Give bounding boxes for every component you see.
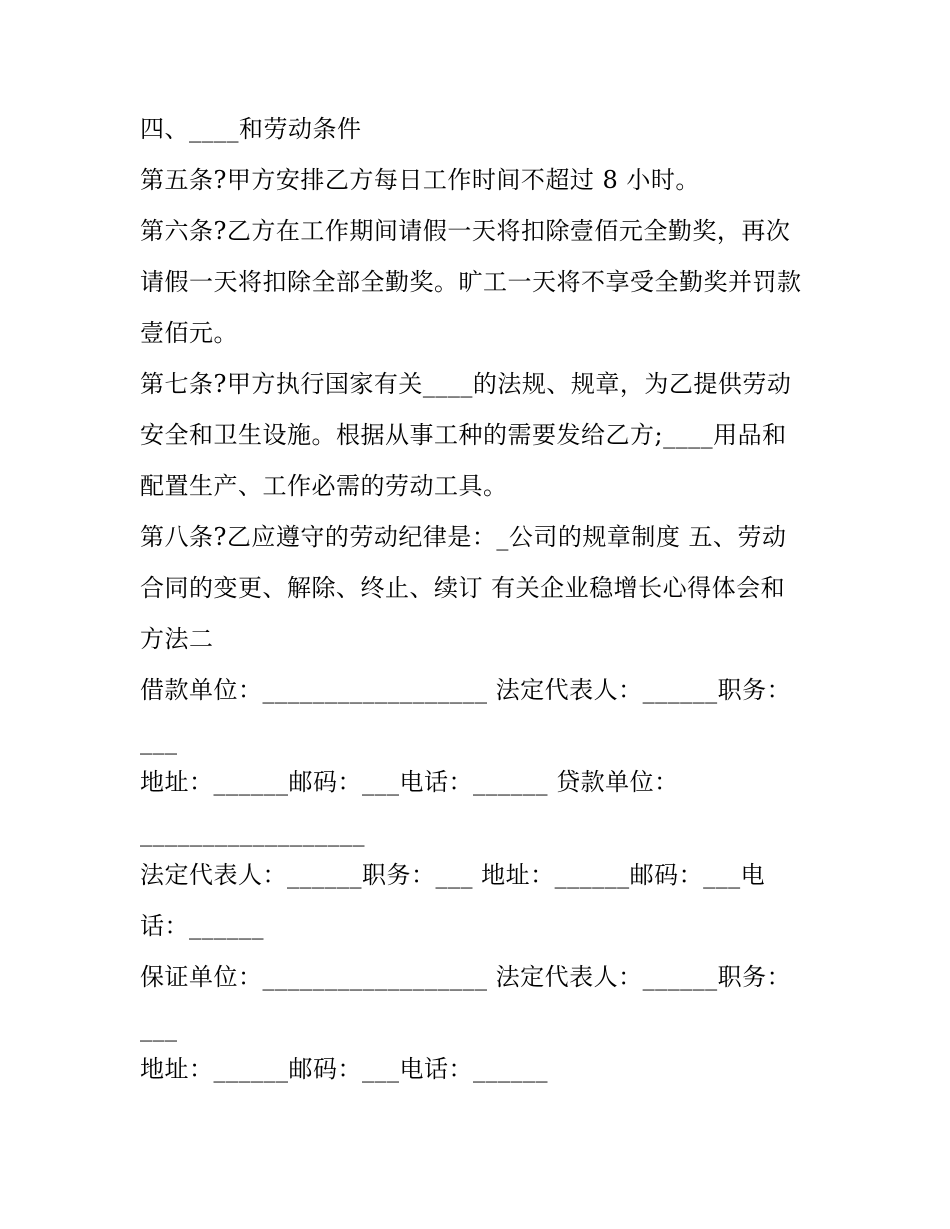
guarantor-line-cont: ___: [140, 1014, 178, 1042]
guarantor-address-line: 地址：______邮码：___电话：______: [140, 1055, 548, 1083]
lender-phone-line: 话：______: [140, 912, 264, 940]
borrower-line-cont: ___: [140, 727, 178, 755]
article-7-line-2: 安全和卫生设施。根据从事工种的需要发给乙方;____用品和: [140, 421, 787, 449]
article-8-line-3: 方法二: [140, 625, 214, 653]
lender-rep-line: 法定代表人：______职务：___ 地址：______邮码：___电: [140, 861, 766, 889]
borrower-address-line: 地址：______邮码：___电话：______ 贷款单位：: [140, 768, 679, 796]
article-6-line-2: 请假一天将扣除全部全勤奖。旷工一天将不享受全勤奖并罚款: [140, 268, 802, 296]
article-8-line-1: 第八条?乙应遵守的劳动纪律是：_公司的规章制度 五、劳动: [140, 523, 787, 551]
guarantor-line: 保证单位：__________________ 法定代表人：______职务：: [140, 963, 792, 991]
borrower-line: 借款单位：__________________ 法定代表人：______职务：: [140, 676, 792, 704]
article-5-line: 第五条?甲方安排乙方每日工作时间不超过 8 小时。: [140, 166, 700, 194]
article-6-line-3: 壹佰元。: [140, 319, 238, 347]
article-7-line-1: 第七条?甲方执行国家有关____的法规、规章，为乙提供劳动: [140, 370, 792, 398]
section-heading: 四、____和劳动条件: [140, 115, 362, 143]
article-8-line-2: 合同的变更、解除、终止、续订 有关企业稳增长心得体会和: [140, 574, 786, 602]
lender-blank-line: __________________: [140, 819, 365, 847]
article-7-line-3: 配置生产、工作必需的劳动工具。: [140, 472, 508, 500]
article-6-line-1: 第六条?乙方在工作期间请假一天将扣除壹佰元全勤奖，再次: [140, 217, 791, 245]
